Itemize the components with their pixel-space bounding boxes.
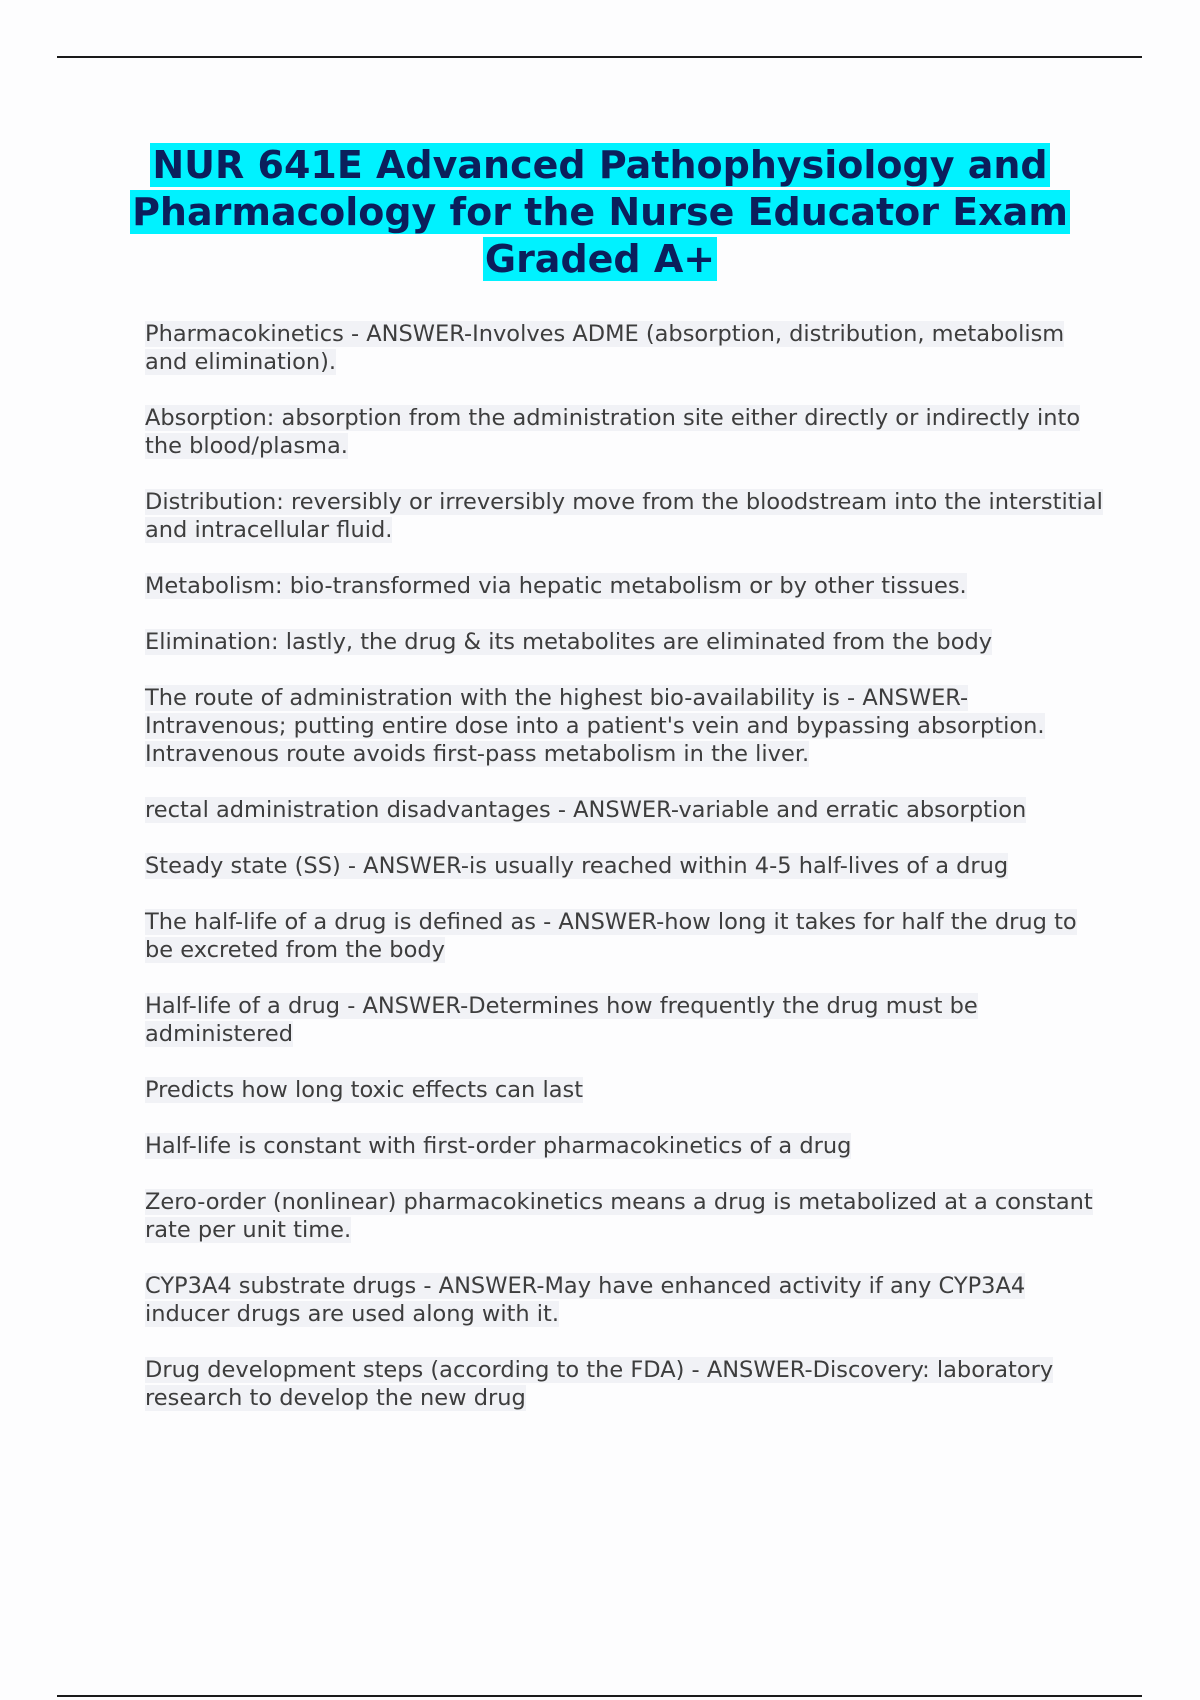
paragraph (145, 796, 1105, 824)
paragraph-text: Drug development steps (according to the FDA) - ANSWER-Discovery: laboratory research to develop the new drug (145, 1357, 1054, 1411)
paragraph-text: The half-life of a drug is defined as - ANSWER-how long it takes for half the drug to be excreted from the body (145, 909, 1077, 963)
document-title (100, 142, 1100, 283)
paragraph-text: Metabolism: bio-transformed via hepatic metabolism or by other tissues. (145, 573, 967, 599)
paragraph-text: Pharmacokinetics - ANSWER-Involves ADME (absorption, distribution, metabolism and elimination). (145, 321, 1065, 375)
paragraph (145, 852, 1105, 880)
top-divider (57, 56, 1142, 58)
paragraph-text: Steady state (SS) - ANSWER-is usually reached within 4-5 half-lives of a drug (145, 853, 1009, 879)
paragraph (145, 1356, 1105, 1412)
paragraph-text: Zero-order (nonlinear) pharmacokinetics means a drug is metabolized at a constant rate per unit time. (145, 1189, 1093, 1243)
paragraph (145, 488, 1105, 544)
paragraph (145, 684, 1105, 768)
paragraph (145, 628, 1105, 656)
paragraph (145, 992, 1105, 1048)
paragraph (145, 1188, 1105, 1244)
paragraph (145, 908, 1105, 964)
paragraph (145, 1132, 1105, 1160)
paragraph (145, 320, 1105, 376)
bottom-divider (57, 1695, 1142, 1697)
paragraph-text: Half-life is constant with first-order pharmacokinetics of a drug (145, 1133, 852, 1159)
paragraph-text: Absorption: absorption from the administration site either directly or indirectly into the blood/plasma. (145, 405, 1081, 459)
paragraph-text: CYP3A4 substrate drugs - ANSWER-May have enhanced activity if any CYP3A4 inducer drugs are used along with it. (145, 1273, 1026, 1327)
paragraph (145, 1076, 1105, 1104)
paragraph-text: rectal administration disadvantages - ANSWER-variable and erratic absorption (145, 797, 1027, 823)
paragraph-text: Distribution: reversibly or irreversibly move from the bloodstream into the interstitial and intracellular fluid. (145, 489, 1103, 543)
paragraph-text: Elimination: lastly, the drug & its metabolites are eliminated from the body (145, 629, 993, 655)
paragraph (145, 1272, 1105, 1328)
document-title-text: NUR 641E Advanced Pathophysiology and Pharmacology for the Nurse Educator Exam Graded A+ (132, 143, 1068, 281)
document-body (145, 320, 1105, 1440)
paragraph-text: Predicts how long toxic effects can last (145, 1077, 584, 1103)
paragraph (145, 572, 1105, 600)
paragraph-text: Half-life of a drug - ANSWER-Determines how frequently the drug must be administered (145, 993, 978, 1047)
paragraph (145, 404, 1105, 460)
title-block (100, 142, 1100, 283)
paragraph-text: The route of administration with the highest bio-availability is - ANSWER-Intravenous; putting entire dose into a patient's vein and bypassing absorption. Intravenous route avoids first-pass metabolism in the liver. (145, 685, 1045, 767)
